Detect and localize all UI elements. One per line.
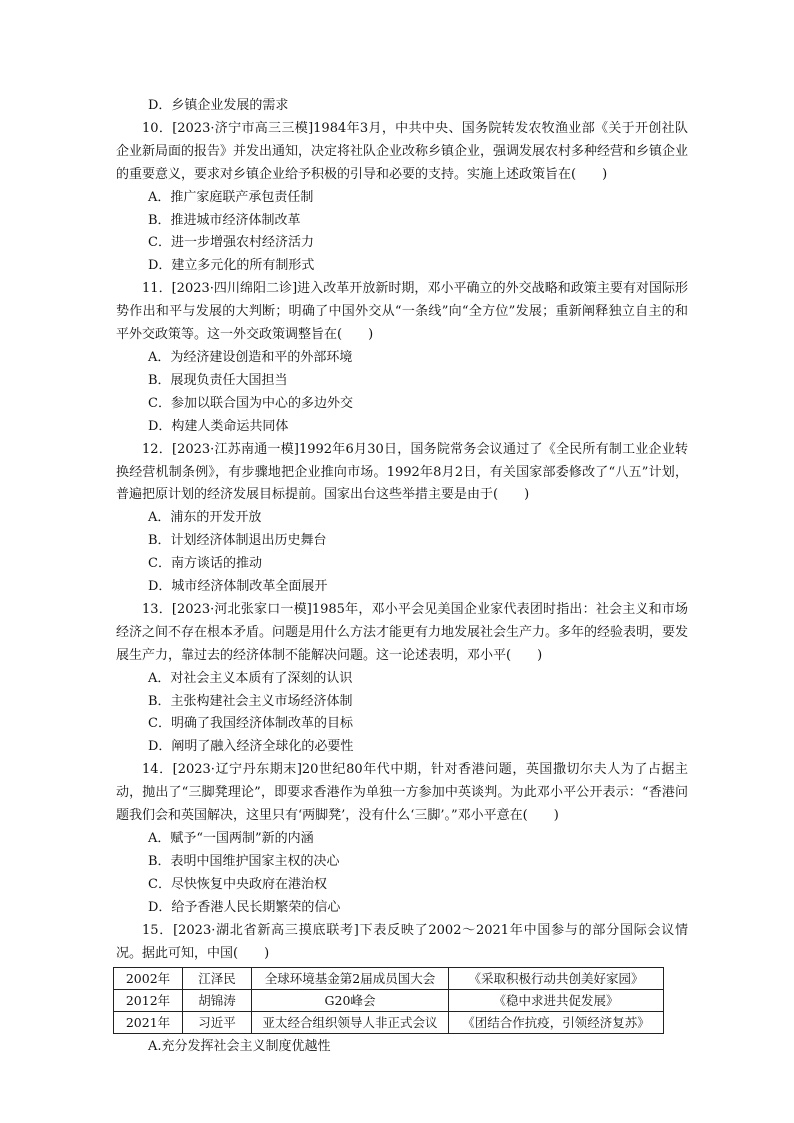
option-d: D．阐明了融入经济全球化的必要性 (148, 739, 354, 755)
option-a: A.充分发挥社会主义制度优越性 (148, 1039, 331, 1055)
question-stem: 15．[2023·湖北省新高三摸底联考]下表反映了2002～2021年中国参与的部分国际会议情况。据此可知，中国( ) (116, 922, 688, 961)
table-cell-year: 2002年 (114, 968, 183, 990)
question-12 (116, 439, 688, 599)
question-13 (116, 599, 688, 759)
question-stem: 10．[2023·济宁市高三三模]1984年3月，中共中央、国务院转发农牧渔业部《关于开创社队企业新局面的报告》并发出通知，决定将社队企业改称乡镇企业，强调发展农村多种经营和乡镇企业的重要意义，要求对乡镇企业给予积极的引导和必要的支持。实施上述政策旨在( ) (116, 120, 689, 182)
option-d: D．城市经济体制改革全面展开 (148, 579, 328, 595)
option-a: A．推广家庭联产承包责任制 (148, 189, 314, 205)
option-b: B．计划经济体制退出历史舞台 (148, 533, 327, 549)
table-cell-leader: 胡锦涛 (183, 990, 252, 1012)
lead-option: D．乡镇企业发展的需求 (148, 98, 289, 113)
table-cell-year: 2012年 (114, 990, 183, 1012)
option-b: B．主张构建社会主义市场经济体制 (148, 693, 353, 709)
option-b: B．表明中国维护国家主权的决心 (148, 853, 340, 869)
option-d: D．建立多元化的所有制形式 (148, 258, 315, 274)
question-stem: 13．[2023·河北张家口一模]1985年，邓小平会见美国企业家代表团时指出：社会主义和市场经济之间不存在根本矛盾。问题是用什么方法才能更有力地发展社会生产力。多年的经验表明，要发展生产力，靠过去的经济体制不能解决问题。这一论述表明，邓小平( ) (116, 601, 689, 663)
table-cell-speech: 《采取积极行动共创美好家园》 (449, 968, 664, 990)
option-c: C．参加以联合国为中心的多边外交 (148, 395, 353, 411)
option-a: A．为经济建设创造和平的外部环境 (148, 349, 353, 365)
option-b: B．展现负责任大国担当 (148, 372, 288, 388)
question-stem: 12．[2023·江苏南通一模]1992年6月30日，国务院常务会议通过了《全民所有制工业企业转换经营机制条例》，有步骤地把企业推向市场。1992年8月2日，有关国家部委修改了“八五”计划，普遍把原计划的经济发展目标提前。国家出台这些举措主要是由于( ) (116, 441, 688, 503)
table-cell-year: 2021年 (114, 1012, 183, 1034)
option-d: D．构建人类命运共同体 (148, 418, 289, 434)
table-cell-conference: 全球环境基金第2届成员国大会 (252, 968, 449, 990)
table-row (114, 968, 664, 990)
question-stem: 11．[2023·四川绵阳二诊]进入改革开放新时期，邓小平确立的外交战略和政策主要有对国际形势作出和平与发展的大判断；明确了中国外交从“一条线”向“全方位”发展；重新阐释独立自主的和平外交政策等。这一外交政策调整旨在( ) (116, 281, 688, 343)
question-15 (116, 920, 688, 1060)
conference-table (113, 967, 664, 1034)
question-11 (116, 278, 688, 438)
option-d: D．给予香港人民长期繁荣的信心 (148, 899, 341, 915)
question-10 (116, 118, 688, 278)
option-a: A．浦东的开发开放 (148, 510, 262, 526)
table-cell-conference: 亚太经合组织领导人非正式会议 (252, 1012, 449, 1034)
table-row (114, 1012, 664, 1034)
table-row (114, 990, 664, 1012)
option-c: C．进一步增强农村经济活力 (148, 235, 314, 251)
option-c: C．尽快恢复中央政府在港治权 (148, 876, 327, 892)
question-content (116, 95, 688, 1059)
table-cell-leader: 习近平 (183, 1012, 252, 1034)
question-stem: 14．[2023·辽宁丹东期末]20世纪80年代中期，针对香港问题，英国撒切尔夫人为了占据主动，抛出了“三脚凳理论”，即要求香港作为单独一方参加中英谈判。为此邓小平公开表示：“香港问题我们会和英国解决，这里只有‘两脚凳’，没有什么‘三脚’。”邓小平意在( ) (116, 762, 688, 824)
option-b: B．推进城市经济体制改革 (148, 212, 301, 228)
table-cell-conference: G20峰会 (252, 990, 449, 1012)
option-a: A．赋予“一国两制”新的内涵 (148, 831, 314, 846)
option-c: C．明确了我国经济体制改革的目标 (148, 716, 353, 732)
table-cell-speech: 《团结合作抗疫，引领经济复苏》 (449, 1012, 664, 1034)
option-c: C．南方谈话的推动 (148, 556, 262, 572)
option-a: A．对社会主义本质有了深刻的认识 (148, 670, 353, 686)
table-cell-speech: 《稳中求进共促发展》 (449, 990, 664, 1012)
table-cell-leader: 江泽民 (183, 968, 252, 990)
question-14 (116, 759, 688, 919)
